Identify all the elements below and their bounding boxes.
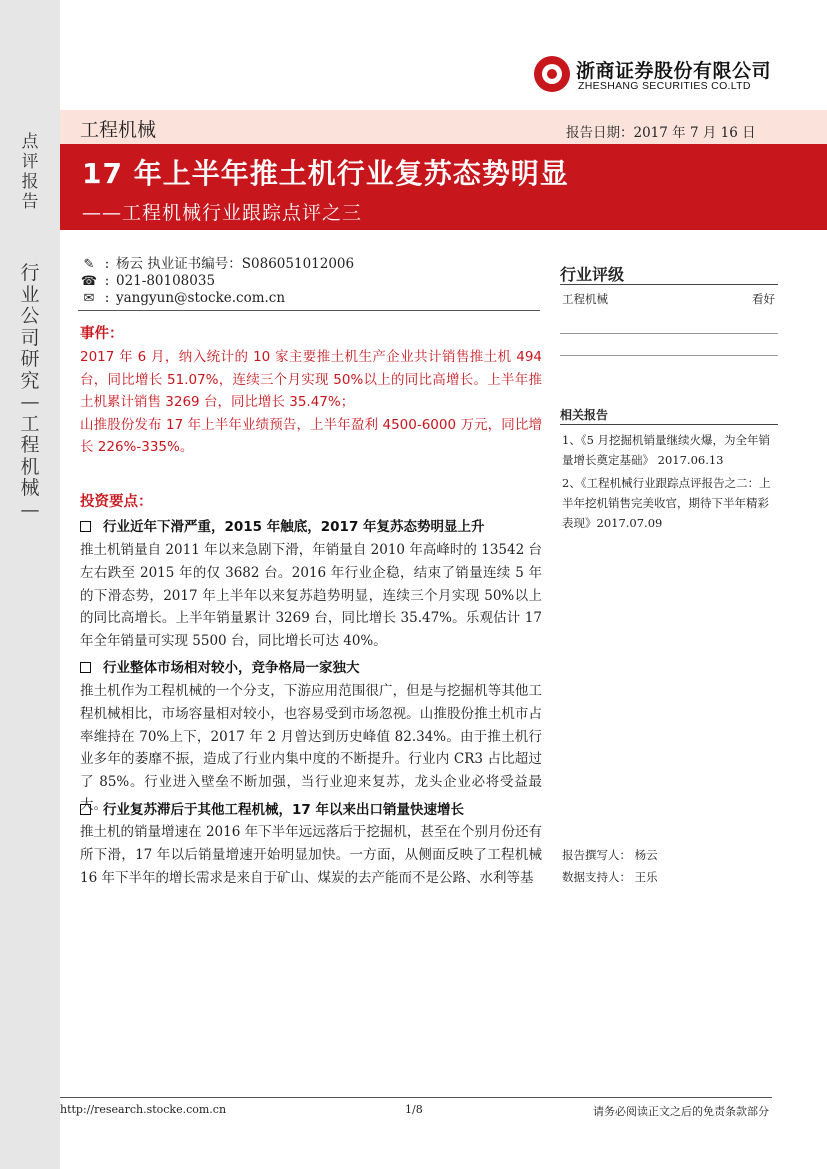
point-body: 推土机的销量增速在 2016 年下半年远远落后于挖掘机，甚至在个别月份还有所下滑，17 年以后销量增速开始明显加快。一方面，从侧面反映了工程机械 16 年下半年的增长需求是来自于矿山、煤炭的去产能而不是公路、水利等基 [80,824,542,886]
report-writer: 报告撰写人： 杨云 [562,848,658,862]
points-heading: 投资要点： [80,494,153,510]
company-logo [534,56,794,96]
divider [560,333,778,334]
rating-industry: 工程机械 [562,292,608,306]
divider [560,424,778,425]
mail-icon: ✉ [83,291,95,306]
author-phone: 021-80108035 [116,273,216,289]
event-paragraph: 山推股份发布 17 年上半年业绩预告，上半年盈利 4500-6000 万元，同比增长 226%-335%。 [80,416,542,455]
phone-icon: ☎ [80,274,98,289]
point-body: 推土机销量自 2011 年以来急剧下滑，年销量自 2010 年高峰时的 13542 台左右跌至 2015 年的仅 3682 台。2016 年行业企稳，结束了销量连续 5 年的下滑态势，2017 年上半年以来复苏趋势明显，连续三个月实现 50%以上的同比高增长。上半年销量累计 3269 台，同比增长 35.47%。乐观估计 17 年全年销量可实现 5500 台，同比增长可达 40%。 [80,542,542,650]
divider [560,284,778,285]
email-row: ✉ : yangyun@stocke.com.cn [80,289,285,307]
checkbox-bullet-icon [80,662,91,673]
event-heading: 事件： [80,326,124,342]
company-name-cn: 浙商证券股份有限公司 [576,60,772,82]
company-logo-icon [534,56,570,92]
related-report-link[interactable]: 1、《5 月挖掘机销量继续火爆，为全年销量增长奠定基础》 2017.06.13 [562,433,771,467]
rating-heading: 行业评级 [560,265,625,284]
event-text [80,346,542,459]
rating-value: 看好 [752,292,775,306]
point-body: 推土机作为工程机械的一个分支，下游应用范围很广，但是与挖掘机等其他工程机械相比，市场容量相对较小，也容易受到市场忽视。山推股份推土机市占率维持在 70%上下，2017 年 2 月曾达到历史峰值 82.34%。由于推土机行业多年的萎靡不振，造成了行业内集中度的不断提升。行业内 CR3 占比超过了 85%。行业进入壁垒不断加强，当行业迎来复苏，龙头企业必将受益最大。 [80,683,542,813]
divider [78,310,540,311]
author-row: ✎ : 杨云 执业证书编号：S086051012006 [80,255,354,273]
footer-disclaimer: 请务必阅读正文之后的免责条款部分 [593,1105,769,1118]
event-paragraph: 2017 年 6 月，纳入统计的 10 家主要推土机生产企业共计销售推土机 494 台，同比增长 51.07%，连续三个月实现 50%以上的同比高增长。上半年推土机累计销售 3269 台，同比增长 35.47%； [80,349,542,410]
industry-title: 工程机械 [80,119,157,141]
footer-divider [60,1097,772,1098]
subject-vertical: 行 业 公 司 研 究 — 工 程 机 械 — [20,262,40,521]
report-title: 17 年上半年推土机行业复苏态势明显 [82,157,569,190]
report-date: 报告日期：2017 年 7 月 16 日 [566,125,756,141]
point-title: 行业近年下滑严重，2015 年触底，2017 年复苏态势明显上升 [80,515,485,535]
phone-row: ☎ : 021-80108035 [80,273,216,289]
pen-icon: ✎ [83,257,95,272]
footer-url[interactable]: http://research.stocke.com.cn [60,1103,227,1116]
author-email[interactable]: yangyun@stocke.com.cn [116,290,286,306]
point-title: 行业复苏滞后于其他工程机械，17 年以来出口销量快速增长 [80,798,464,818]
divider [560,355,778,356]
related-report-link[interactable]: 2、《工程机械行业跟踪点评报告之二：上半年挖机销售完美收官，期待下半年精彩表现》2017.07.09 [562,476,771,530]
data-supporter: 数据支持人： 王乐 [562,870,658,884]
related-heading: 相关报告 [560,408,609,422]
report-subtitle: ——工程机械行业跟踪点评之三 [82,202,363,224]
checkbox-bullet-icon [80,804,91,815]
company-name-en: ZHESHANG SECURITIES CO.LTD [578,80,751,92]
point-title: 行业整体市场相对较小，竞争格局一家独大 [80,656,360,676]
checkbox-bullet-icon [80,521,91,532]
author-name: 杨云 执业证书编号：S086051012006 [116,256,355,272]
page-number: 1/8 [405,1103,423,1116]
report-type-vertical: 点 评 报 告 [21,132,39,212]
